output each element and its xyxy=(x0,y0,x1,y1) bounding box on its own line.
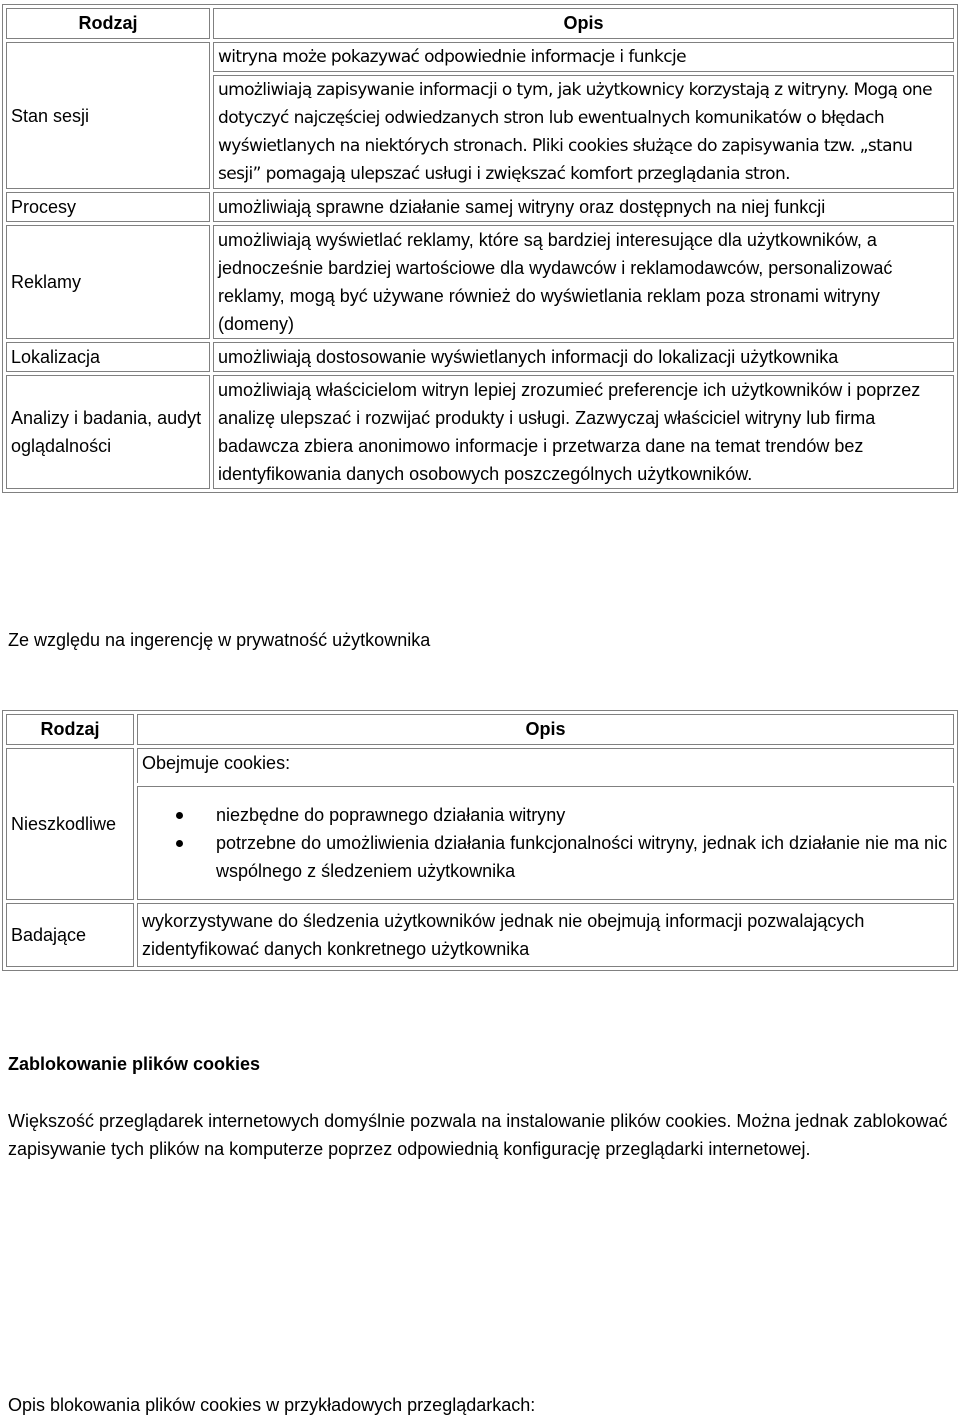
row-desc-analizy: umożliwiają właścicielom witryn lepiej zrozumieć preferencje ich użytkowników i poprzez analizę ulepszać i rozwijać produkty i usługi. Zazwyczaj właściciel witryny lub firma badawcza zbiera anonimowo informacje i przetwarza dane na temat trendów bez identyfikowania danych osobowych poszczególnych użytkowników. xyxy=(213,375,954,489)
table-row xyxy=(6,42,954,72)
row-type-badajace: Badające xyxy=(6,903,134,967)
row-desc-stan-sesji: umożliwiają zapisywanie informacji o tym, jak użytkownicy korzystają z witryny. Mogą one dotyczyć najczęściej odwiedzanych stron lub ewentualnych komunikatów o błędach wyświetlanych na niektórych stronach. Pliki cookies służące do zapisywania tzw. „stanu sesji” pomagają ulepszać usługi i zwiększać komfort przeglądania stron. xyxy=(213,75,954,189)
header-rodzaj: Rodzaj xyxy=(6,714,134,745)
row-desc-lokalizacja: umożliwiają dostosowanie wyświetlanych informacji do lokalizacji użytkownika xyxy=(213,342,954,372)
block-paragraph: Większość przeglądarek internetowych domyślnie pozwala na instalowanie plików cookies. Można jednak zablokować zapisywanie tych plików na komputerze poprzez odpowiednią konfigurację przeglądarki internetowej. xyxy=(8,1111,948,1159)
cookie-types-table xyxy=(2,4,958,493)
list-item xyxy=(216,801,949,829)
header-opis: Opis xyxy=(213,8,954,39)
row-type-nieszkodliwe: Nieszkodliwe xyxy=(6,748,134,900)
table-row xyxy=(6,342,954,372)
row-type-analizy: Analizy i badania, audyt oglądalności xyxy=(6,375,210,489)
row-type-stan-sesji: Stan sesji xyxy=(6,42,210,189)
footer-line: Opis blokowania plików cookies w przykładowych przeglądarkach: xyxy=(8,1395,536,1415)
table-row xyxy=(6,225,954,339)
bullet-icon xyxy=(176,812,183,819)
row-intro: Obejmuje cookies: xyxy=(137,748,954,783)
bullet-list xyxy=(142,801,949,885)
table-row xyxy=(6,786,954,900)
row-desc-functions: witryna może pokazywać odpowiednie informacje i funkcje xyxy=(213,42,954,72)
header-rodzaj: Rodzaj xyxy=(6,8,210,39)
list-item-text: potrzebne do umożliwienia działania funkcjonalności witryny, jednak ich działanie nie ma nic wspólnego z śledzeniem użytkownika xyxy=(216,833,948,881)
row-desc-reklamy: umożliwiają wyświetlać reklamy, które są bardziej interesujące dla użytkowników, a jednocześnie bardziej wartościowe dla wydawców i reklamodawców, personalizować reklamy, mogą być używane również do wyświetlania reklam poza stronami witryny (domeny) xyxy=(213,225,954,339)
privacy-cookies-table xyxy=(2,710,958,971)
bullet-icon xyxy=(176,840,183,847)
row-type-reklamy: Reklamy xyxy=(6,225,210,339)
header-opis: Opis xyxy=(137,714,954,745)
table-row xyxy=(6,375,954,489)
block-heading: Zablokowanie plików cookies xyxy=(8,1054,261,1074)
table-row xyxy=(6,903,954,967)
row-type-procesy: Procesy xyxy=(6,192,210,222)
row-type-lokalizacja: Lokalizacja xyxy=(6,342,210,372)
section-title: Ze względu na ingerencję w prywatność użytkownika xyxy=(8,630,431,650)
list-item xyxy=(216,829,949,885)
row-desc-procesy: umożliwiają sprawne działanie samej witryny oraz dostępnych na niej funkcji xyxy=(213,192,954,222)
list-item-text: niezbędne do poprawnego działania witryny xyxy=(216,805,566,825)
row-desc-nieszkodliwe xyxy=(137,786,954,900)
row-desc-badajace: wykorzystywane do śledzenia użytkowników jednak nie obejmują informacji pozwalających zidentyfikować danych konkretnego użytkownika xyxy=(137,903,954,967)
table-header-row xyxy=(6,714,954,745)
table-header-row xyxy=(6,8,954,39)
table-row xyxy=(6,192,954,222)
table-row xyxy=(6,748,954,783)
